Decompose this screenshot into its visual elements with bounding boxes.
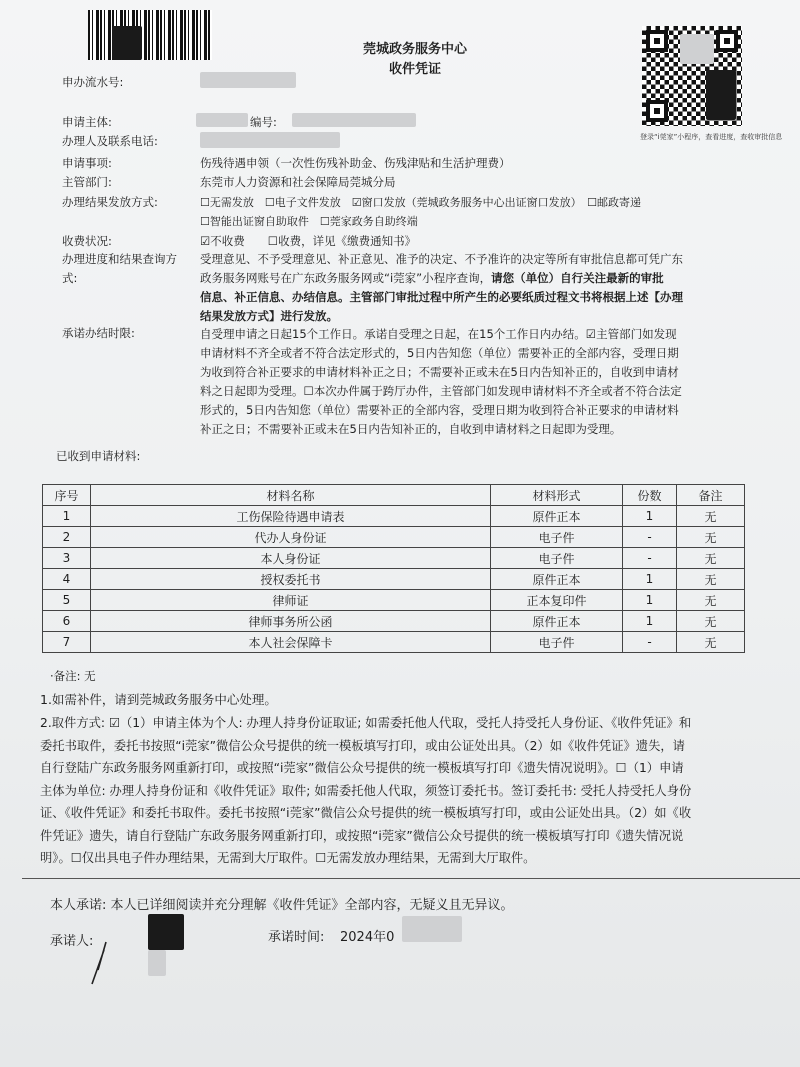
col-header: 材料形式 — [491, 485, 623, 506]
col-header: 材料名称 — [91, 485, 491, 506]
redaction — [200, 72, 296, 88]
barcode — [88, 10, 212, 60]
redaction — [200, 132, 340, 148]
redaction — [196, 113, 248, 127]
signature-stroke — [80, 930, 140, 990]
redaction — [402, 916, 462, 942]
materials-table — [42, 484, 745, 653]
redaction — [292, 113, 416, 127]
redaction — [706, 70, 736, 120]
progress-label: 办理进度和结果查询方式: — [62, 252, 177, 285]
table-row: 6 律师事务所公函 原件正本 1 无 — [43, 611, 745, 632]
table-row: 2 代办人身份证 电子件 - 无 — [43, 527, 745, 548]
redaction — [112, 26, 142, 60]
qr-caption: 登录“i莞家”小程序，查看进度，查收审批信息 — [640, 133, 783, 141]
org-name: 莞城政务服务中心 — [362, 42, 467, 57]
fee-value: ☑不收费 ☐收费，详见《缴费通知书》 — [200, 234, 417, 248]
note-1: 1.如需补件，请到莞城政务服务中心处理。 — [40, 692, 277, 707]
table-row: 7 本人社会保障卡 电子件 - 无 — [43, 632, 745, 653]
handler-label: 办理人及联系电话: — [62, 134, 158, 148]
redaction — [148, 950, 166, 976]
fee-label: 收费状况: — [62, 234, 112, 248]
time-label: 承诺时间: — [268, 930, 325, 945]
table-row: 3 本人身份证 电子件 - 无 — [43, 548, 745, 569]
table-row: 4 授权委托书 原件正本 1 无 — [43, 569, 745, 590]
delivery-options: ☐无需发放 ☐电子文件发放 ☑窗口发放（莞城政务服务中心出证窗口发放） ☐邮政寄递 — [200, 196, 641, 209]
table-row: 5 律师证 正本复印件 1 无 — [43, 590, 745, 611]
delivery-options-2: ☐智能出证窗自助取件 ☐莞家政务自助终端 — [200, 215, 418, 228]
divider — [22, 878, 800, 879]
doc-title: 收件凭证 — [388, 62, 441, 77]
remark: ·备注: 无 — [50, 669, 96, 683]
item-value: 伤残待遇申领（一次性伤残补助金、伤残津贴和生活护理费） — [200, 156, 511, 170]
deadline-text: 自受理申请之日起15个工作日。承诺自受理之日起，在15个工作日内办结。☑主管部门如发现 申请材料不齐全或者不符合法定形式的，5日内告知您（单位）需要补正的全部内容，受理日期 为收到符合补正要求的申请材料补正之日；不需要补正或未在5日内告知补正的，自收到申请材 料之日起即为受理。☐本次办件属于跨厅办件，主管部门如发现申请材料不齐全或者不符合法定 形式的，5日内告知您（单位）需要补正的全部内容，受理日期为收到符合补正要求的申请材料 补正之日；不需要补正或未在5日内告知补正的，自收到申请材料之日起即为受理。 — [200, 327, 682, 436]
dept-label: 主管部门: — [62, 175, 112, 189]
serial-label: 申办流水号: — [62, 75, 124, 89]
code-label: 编号: — [250, 115, 277, 129]
deadline-label: 承诺办结时限: — [62, 326, 135, 340]
redaction — [148, 914, 184, 950]
delivery-label: 办理结果发放方式: — [62, 195, 158, 209]
applicant-label: 申请主体: — [62, 115, 112, 129]
time-value: 2024年0 — [340, 930, 395, 945]
note-2: 2.取件方式: ☑（1）申请主体为个人: 办理人持身份证取证; 如需委托他人代取，受托人持受托人身份证、《收件凭证》和 委托书取件，委托书按照“i莞家”微信公众号提供的统一模板填写打印，或由公证处出具。（2）如《收件凭证》遗失，请 自行登陆广东政务服务网重新打印，或按照“i莞家”微信公众号提供的统一模板填写打印《遗失情况说明》。☐（1）申请 主体为单位: 办理人持身份证和《收件凭证》取件; 如需委托他人代取，须签订委托书。签订委托书: 受托人持受托人身份 证、《收件凭证》和委托书取件。委托书按照“i莞家”微信公众号提供的统一模板填写打印，或由公证处出具。（2）如《收 件凭证》遗失，请自行登陆广东政务服务网重新打印，或按照“i莞家”微信公众号提供的统一模板填写打印《遗失情况说 明》。☐仅出具电子件办理结果，无需到大厅取件。☐无需发放办理结果，无需到大厅取件。 — [40, 716, 692, 865]
col-header: 备注 — [677, 485, 745, 506]
redaction — [680, 34, 714, 64]
promise-text: 本人承诺: 本人已详细阅读并充分理解《收件凭证》全部内容，无疑义且无异议。 — [50, 898, 514, 913]
signer-label: 承诺人: — [50, 934, 94, 949]
table-header-row — [43, 485, 745, 506]
dept-value: 东莞市人力资源和社会保障局莞城分局 — [200, 175, 396, 189]
item-label: 申请事项: — [62, 156, 112, 170]
col-header: 序号 — [43, 485, 91, 506]
progress-text: 受理意见、不予受理意见、补正意见、准予的决定、不予准许的决定等所有审批信息都可凭广东 政务服务网账号在广东政务服务网或“i莞家”小程序查询，请您（单位）自行关注最新的审批 信息、补正信息、办结信息。主管部门审批过程中所产生的必要纸质过程文书将根据上述【办理 结果发放方式】进行发放。 — [200, 252, 683, 323]
col-header: 份数 — [623, 485, 677, 506]
table-row: 1 工伤保险待遇申请表 原件正本 1 无 — [43, 506, 745, 527]
received-label: 已收到申请材料: — [56, 449, 141, 463]
